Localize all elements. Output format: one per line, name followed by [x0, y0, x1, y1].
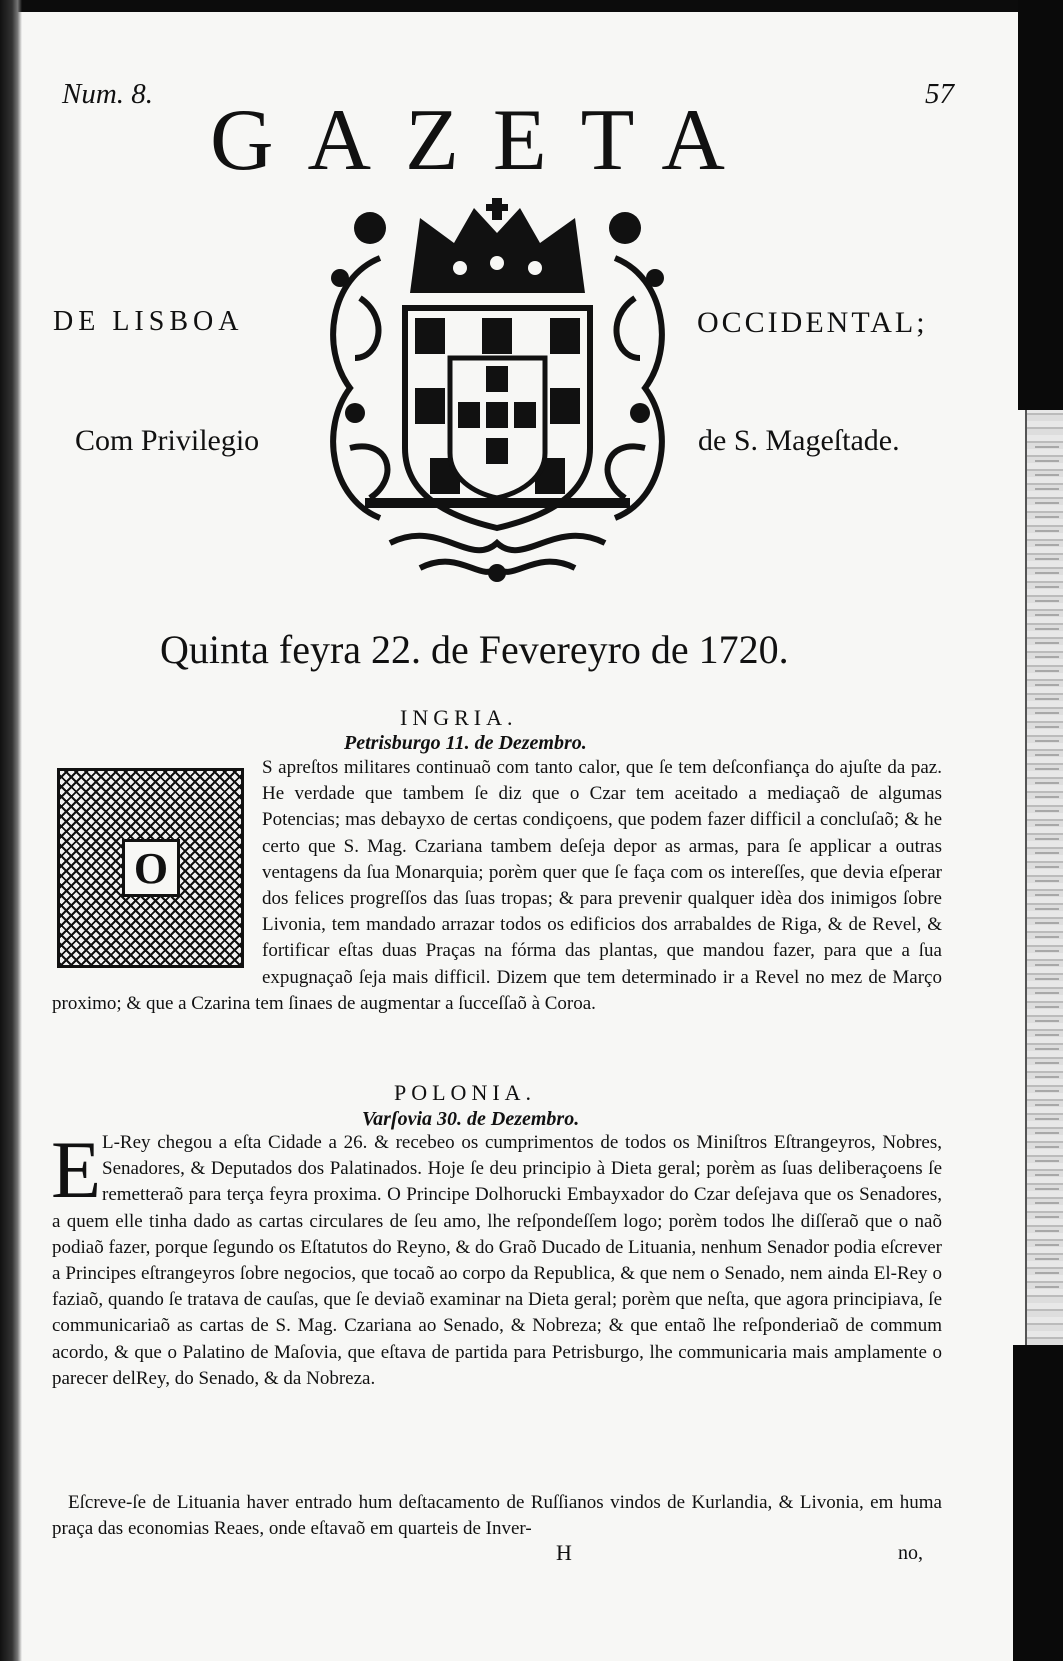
- initial-letter-e: E: [51, 1124, 102, 1215]
- section-subheading-polonia: Varſovia 30. de Dezembro.: [362, 1108, 580, 1130]
- section-heading-polonia: POLONIA.: [394, 1080, 537, 1105]
- article-polonia-text: L-Rey chegou a eſta Cidade a 26. & recebeo os cumprimentos de todos os Miniſtros Eſtrangeyros, Nobres, Senadores, & Deputados dos Palatinados. Hoje ſe deu principio à Dieta geral; porèm as ſuas deliberaçoens ſe remetteraõ para terça feyra proxima. O Principe Dolhorucki Embayxador do Czar deſejava que os Senadores, a quem elle tinha dado as cartas circulares de ſeu amo, lhe reſpondeſſem logo; porèm todos lhe diſſeraõ que o naõ podiaõ fazer, porque ſegundo os Eſtatutos do Reyno, & do Graõ Ducado de Lituania, nenhum Senador podia eſcrever a Principes eſtrangeyros ſobre negocios, que tocaõ ao corpo da Republica, & que nem o Senado, nem ainda El-Rey o faziaõ, quando ſe tratava de cauſas, que ſe deviaõ examinar na Dieta geral; porèm que neſta, que agora principiava, ſe communicariaõ as cartas de S. Mag. Czariana ao Senado, & Nobreza; & que entaõ lhe reſponderiaõ de commum acordo, & que o Palatino de Maſovia, que eſtava de partida para Petrisburgo, lhe communicaria mais amplamente o parecer delRey, do Senado, & da Nobreza.: [52, 1132, 942, 1389]
- initial-e-float-spacer: [52, 1130, 102, 1190]
- catchword: no,: [898, 1542, 923, 1564]
- initial-float-spacer: [52, 755, 262, 971]
- article-polonia: [51, 1124, 942, 1490]
- section-heading-ingria: INGRIA.: [400, 705, 518, 730]
- article-ingria-text: S apreſtos militares continuaõ com tanto calor, que ſe tem deſconfiança do ajuſte da paz. He verdade que tambem ſe diz que o Czar tem aceitado a mediaçaõ de algumas Potencias; mas debayxo de certas condiçoens, que podem fazer difficil a concluſaõ; & he certo que S. Mag. Czariana tambem deſeja depor as armas, para ſe applicar a outras ventagens da ſua Monarquia; porèm quer que ſe faça com os intereſſes, que devia eſperar dos felices progreſſos das ſuas tropas; & para prevenir qualquer idèa dos inimigos ſobre Livonia, tem mandado arrazar todos os edificios dos arrabaldes de Riga, & de Revel, & fortificar eſtas duas Praças na fórma das plantas, que mandou fazer, para que a ſua expugnaçaõ ſeja mais difficil. Dizem que tem determinado ir a Revel no mez de Março proximo; & que a Czarina tem ſinaes de augmentar a ſucceſſaõ à Coroa.: [52, 757, 942, 1014]
- signature-mark: H: [556, 1540, 572, 1565]
- scan-top-edge: [0, 0, 1063, 12]
- article-lituania: Eſcreve-ſe de Lituania haver entrado hum deſtacamento de Ruſſianos vindos de Kurlandia, & Livonia, em huma praça das economias Reaes, onde eſtavaõ em quarteis de Inver-: [52, 1492, 942, 1540]
- privilege-left: Com Privilegio: [75, 424, 260, 457]
- initial-letter-o: O: [122, 839, 180, 897]
- article-ingria: [52, 755, 942, 1075]
- page-number: 57: [925, 78, 954, 110]
- issue-dateline: Quinta feyra 22. de Fevereyro de 1720.: [160, 627, 789, 672]
- royal-arms-of-portugal-icon: [310, 198, 685, 588]
- masthead-right: OCCIDENTAL;: [697, 306, 928, 339]
- adjacent-page-text: [1035, 440, 1059, 1300]
- scan-right-edge: [1018, 0, 1063, 410]
- scan-right-edge-lower: [1013, 1345, 1063, 1661]
- masthead-left: DE LISBOA: [53, 306, 244, 337]
- scan-left-edge: [0, 0, 22, 1661]
- privilege-right: de S. Mageſtade.: [698, 424, 900, 457]
- section-subheading-ingria: Petrisburgo 11. de Dezembro.: [344, 732, 587, 754]
- issue-number: Num. 8.: [62, 78, 154, 110]
- masthead-title: GAZETA: [210, 92, 759, 189]
